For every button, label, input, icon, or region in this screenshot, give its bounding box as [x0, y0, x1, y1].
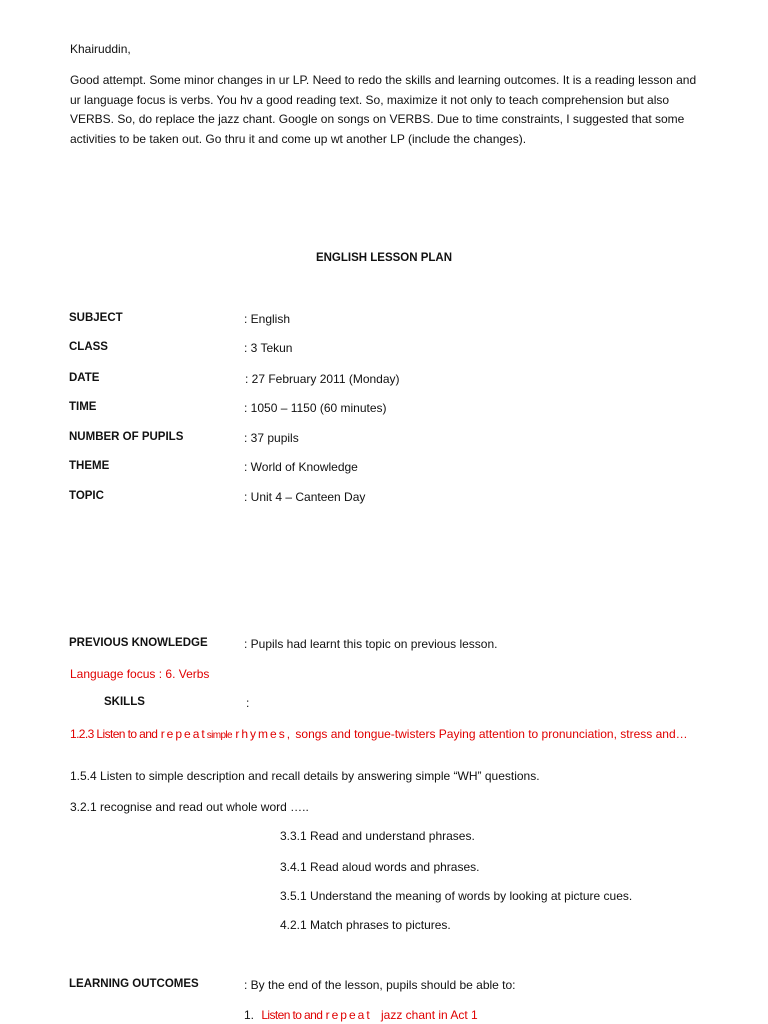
skill-4-2-1: 4.2.1 Match phrases to pictures. [280, 918, 451, 932]
learning-outcomes-label: LEARNING OUTCOMES [69, 978, 199, 990]
learning-outcomes-value: : By the end of the lesson, pupils should be able to: [244, 978, 516, 992]
subject-value: : English [244, 312, 291, 326]
outcome-1 [244, 1008, 478, 1022]
skill-text-d: rhymes, [235, 727, 293, 741]
skill-3-2-1: 3.2.1 recognise and read out whole word ….. [70, 800, 309, 814]
class-label: CLASS [69, 341, 108, 353]
skill-3-4-1: 3.4.1 Read aloud words and phrases. [280, 860, 480, 874]
pupils-label: NUMBER OF PUPILS [69, 431, 184, 443]
previous-knowledge-value: : Pupils had learnt this topic on previous lesson. [244, 637, 498, 651]
skill-text-c: simple [206, 730, 233, 741]
skills-label: SKILLS [104, 696, 145, 708]
outcome-text-c: jazz chant in Act 1 [381, 1008, 478, 1022]
theme-label: THEME [69, 460, 110, 472]
language-focus: Language focus : 6. Verbs [70, 667, 210, 681]
skill-text-b: repeat [160, 727, 207, 741]
date-value: : 27 February 2011 (Monday) [245, 372, 400, 386]
date-label: DATE [69, 372, 100, 384]
outcome-text-b: repeat [325, 1008, 372, 1022]
outcome-text-a: Listen to and [261, 1008, 323, 1022]
outcome-number: 1. [244, 1008, 255, 1022]
previous-knowledge-label: PREVIOUS KNOWLEDGE [69, 637, 208, 649]
theme-value: : World of Knowledge [244, 460, 358, 474]
skill-text-a: 1.2.3 Listen to and [70, 727, 158, 741]
skill-text-e: songs and tongue-twisters Paying attention to pronunciation, stress and… [295, 727, 688, 741]
skill-1-5-4: 1.5.4 Listen to simple description and recall details by answering simple “WH” questions. [70, 769, 540, 783]
topic-label: TOPIC [69, 490, 104, 502]
skill-3-3-1: 3.3.1 Read and understand phrases. [280, 829, 475, 843]
skill-1-2-3 [70, 727, 688, 741]
comment-body: Good attempt. Some minor changes in ur LP. Need to redo the skills and learning outcomes. It is a reading lesson and ur language focus is verbs. You hv a good reading text. So, maximize it not only to teach comprehension but also VERBS. So, do replace the jazz chant. Google on songs on VERBS. Due to time constraints, I suggested that some activities to be taken out. Go thru it and come up wt another LP (include the changes). [70, 73, 697, 146]
time-value: : 1050 – 1150 (60 minutes) [244, 401, 387, 415]
skill-3-5-1: 3.5.1 Understand the meaning of words by looking at picture cues. [280, 889, 633, 903]
topic-value: : Unit 4 – Canteen Day [244, 490, 366, 504]
document-title: ENGLISH LESSON PLAN [315, 252, 453, 264]
subject-label: SUBJECT [69, 312, 123, 324]
skills-colon: : [246, 696, 250, 710]
pupils-value: : 37 pupils [244, 431, 299, 445]
comment-greeting: Khairuddin, [70, 42, 131, 56]
class-value: : 3 Tekun [244, 341, 293, 355]
time-label: TIME [69, 401, 97, 413]
